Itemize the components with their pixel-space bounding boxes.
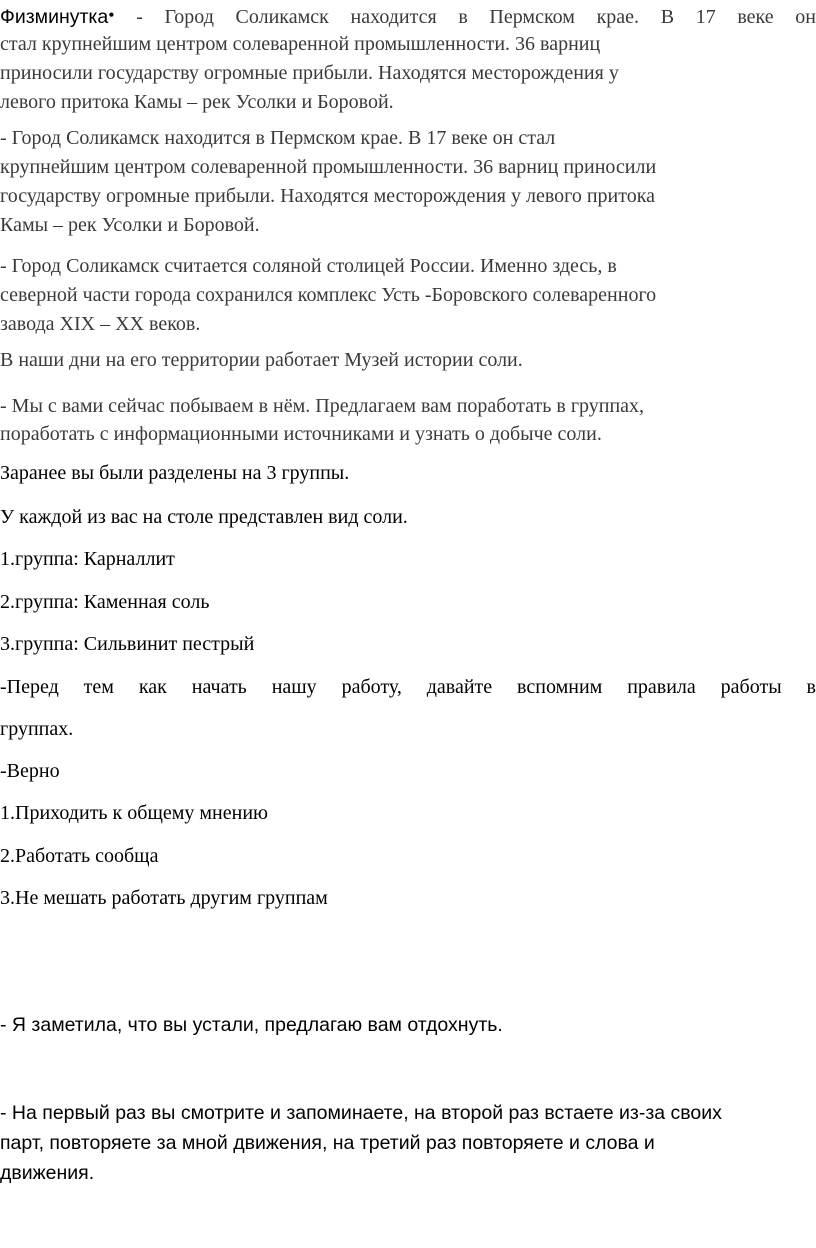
- para5-line-1: - Мы с вами сейчас побываем в нём. Предлагаем вам поработать в группах,: [0, 395, 645, 417]
- para3-line-3: завода XIX – XX веков.: [0, 313, 201, 335]
- exercise-line-2: парт, повторяете за мной движения, на третий раз повторяете и слова и: [0, 1132, 655, 1154]
- intro-line-4: левого притока Камы – рек Усолки и Боровой.: [0, 91, 394, 113]
- para3-line-2: северной части города сохранился комплекс Усть -Боровского солеваренного: [0, 284, 657, 306]
- answer: -Верно: [0, 760, 60, 782]
- group-item-2: 2.группа: Каменная соль: [0, 591, 210, 613]
- tired-line: - Я заметила, что вы устали, предлагаю вам отдохнуть.: [0, 1014, 503, 1036]
- intro-line-1: [0, 2, 816, 31]
- bullet-icon: •: [108, 5, 115, 25]
- rule-item-1: 1.Приходить к общему мнению: [0, 802, 268, 824]
- groups-intro: Заранее вы были разделены на 3 группы.: [0, 462, 350, 484]
- para2-line-1: - Город Соликамск находится в Пермском крае. В 17 веке он стал: [0, 127, 556, 149]
- para2-line-2: крупнейшим центром солеваренной промышленности. 36 варниц приносили: [0, 156, 657, 178]
- intro-text-1: - Город Соликамск находится в Пермском крае. В 17 веке он: [136, 6, 816, 28]
- para5-line-2: поработать с информационными источниками и узнать о добыче соли.: [0, 423, 602, 445]
- group-item-1: 1.группа: Карналлит: [0, 548, 175, 570]
- para2-line-4: Камы – рек Усолки и Боровой.: [0, 214, 260, 236]
- intro-line-3: приносили государству огромные прибыли. Находятся месторождения у: [0, 62, 619, 84]
- exercise-line-3: движения.: [0, 1162, 95, 1184]
- para3-line-1: - Город Соликамск считается соляной столицей России. Именно здесь, в: [0, 255, 617, 277]
- exercise-line-1: - На первый раз вы смотрите и запоминаете, на второй раз встаете из-за своих: [0, 1102, 722, 1124]
- rules-question-line-1: -Перед тем как начать нашу работу, давайте вспомним правила работы в: [0, 676, 816, 698]
- lead-word: Физминутка: [0, 6, 109, 28]
- rule-item-2: 2.Работать сообща: [0, 845, 159, 867]
- intro-line-2: стал крупнейшим центром солеваренной промышленности. 36 варниц: [0, 33, 601, 55]
- para4-line: В наши дни на его территории работает Музей истории соли.: [0, 349, 523, 371]
- salt-note: У каждой из вас на столе представлен вид соли.: [0, 506, 408, 528]
- rule-item-3: 3.Не мешать работать другим группам: [0, 887, 328, 909]
- rules-question-line-2: группах.: [0, 718, 74, 740]
- group-item-3: 3.группа: Сильвинит пестрый: [0, 633, 255, 655]
- para2-line-3: государству огромные прибыли. Находятся месторождения у левого притока: [0, 185, 656, 207]
